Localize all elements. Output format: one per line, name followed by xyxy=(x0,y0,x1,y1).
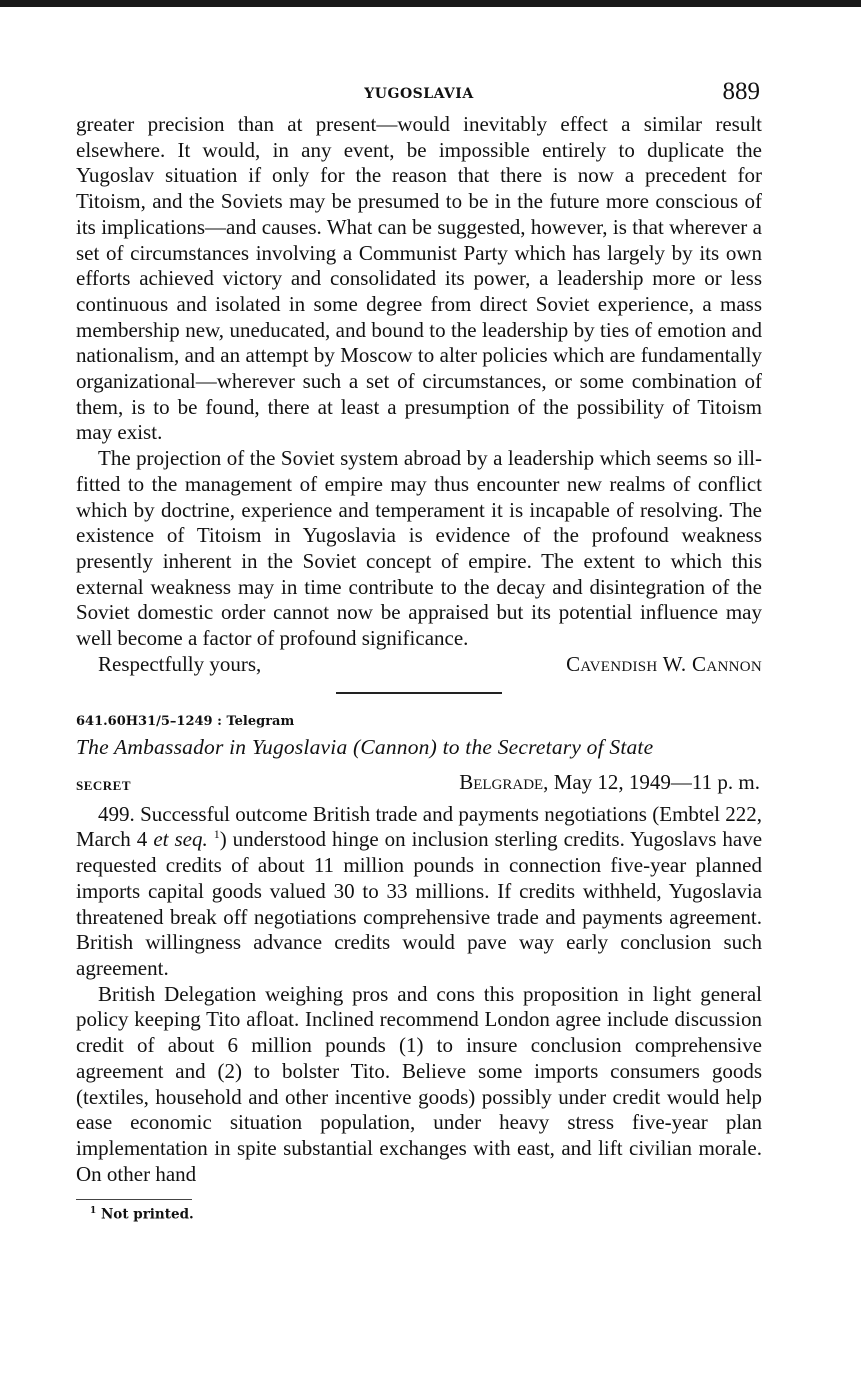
running-title: YUGOSLAVIA xyxy=(364,86,474,102)
footnote-reference-marker[interactable]: 1 xyxy=(213,827,220,842)
telegram-paragraph-1 xyxy=(76,802,762,982)
page-number: 889 xyxy=(722,78,760,105)
place-and-date xyxy=(459,770,760,795)
closing-paragraph: The projection of the Soviet system abroad by a leadership which seems so ill-fitted to the management of empire may thus encounter new realms of conflict which by doctrine, experience and temperament it is incapable of resolving. The existence of Titoism in Yugoslavia is evidence of the profound weakness presently inherent in the Soviet concept of empire. The extent to which this external weakness may in time contribute to the decay and disintegration of the Soviet domestic order cannot now be appraised but its potential influence may well become a factor of profound significance. xyxy=(76,446,762,651)
footnote-marker: 1 xyxy=(90,1206,97,1217)
telegram-paragraph-1-lead: 499. Successful outcome British trade and payments negotiations (Embtel 222, March 4 xyxy=(76,801,762,852)
footnote-text: Not printed. xyxy=(100,1206,194,1223)
telegram-paragraph-1-rest: ) understood hinge on inclusion sterling credits. Yugoslavs have requested credits of about 11 million pounds in connection five-year planned imports capital goods valued 30 to 33 millions. If credits withheld, Yugoslavia threatened break off negotiations comprehensive trade and payments agreement. British willingness advance credits would pave way early conclusion such agreement. xyxy=(76,827,763,980)
section-divider xyxy=(336,692,502,694)
place: Belgrade, xyxy=(459,769,549,794)
telegram-paragraph-2: British Delegation weighing pros and cons this proposition in light general policy keeping Tito afloat. Inclined recommend London agree include discussion credit of about 6 million pounds (1) to insure conclusion comprehensive agreement and (2) to bolster Tito. Believe some imports consumers goods (textiles, household and other incentive goods) possibly under credit would help ease economic situation population, under heavy stress five-year plan implementation in spite substantial exchanges with east, and lift civilian morale. On other hand xyxy=(76,981,762,1186)
footnote-rule xyxy=(76,1199,192,1200)
continuation-paragraph: greater precision than at present—would inevitably effect a similar result elsewhere. It would, in any event, be impossible entirely to duplicate the Yugoslav situation if only for the reason that there is now a precedent for Titoism, and the Soviets may be presumed to be in the future more conscious of its implications—and causes. What can be suggested, however, is that wherever a set of circumstances involving a Communist Party which has largely by its own efforts achieved victory and consolidated its power, a leadership more or less continuous and isolated in some degree from direct Soviet experience, a mass membership new, uneducated, and bound to the leadership by ties of emotion and nationalism, and an attempt by Moscow to alter policies which are fundamentally organizational—wherever such a set of circumstances, or some combination of them, is to be found, there at least a presumption of the possibility of Titoism may exist. xyxy=(76,112,762,445)
date: May 12, 1949—11 p. m. xyxy=(553,769,760,794)
running-header xyxy=(76,78,762,112)
document-heading: The Ambassador in Yugoslavia (Cannon) to the Secretary of State xyxy=(76,734,654,759)
top-edge-rule xyxy=(0,0,861,7)
signature: Cavendish W. Cannon xyxy=(566,651,762,676)
footnote xyxy=(90,1206,762,1223)
document-page xyxy=(76,78,762,1223)
signoff-line xyxy=(76,652,762,678)
et-seq-reference: et seq. xyxy=(153,827,208,852)
classification-marking: SECRET xyxy=(76,777,132,793)
dateline xyxy=(76,768,762,802)
complimentary-close: Respectfully yours, xyxy=(98,651,262,676)
file-reference: 641.60H31/5–1249 : Telegram xyxy=(76,713,295,729)
